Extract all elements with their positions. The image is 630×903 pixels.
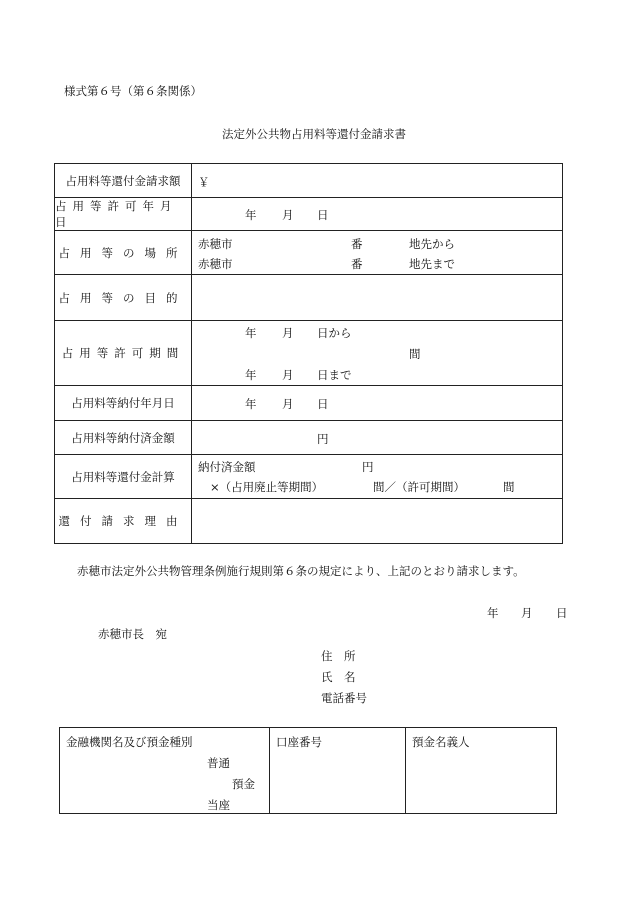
label-location: 占用等の場所 bbox=[55, 231, 192, 274]
addressee: 赤穂市長 宛 bbox=[98, 627, 167, 641]
year-text: 年 bbox=[245, 208, 257, 222]
value-location[interactable] bbox=[192, 231, 562, 274]
value-period[interactable] bbox=[192, 321, 562, 385]
label-calc: 占用料等還付金計算 bbox=[55, 455, 192, 498]
label-amount: 占用料等還付金請求額 bbox=[55, 164, 192, 197]
bank-holder-cell[interactable] bbox=[406, 728, 556, 813]
period-year-from: 年 bbox=[245, 326, 257, 340]
bank-current: 当座 bbox=[207, 798, 230, 812]
row-paid-date bbox=[55, 385, 562, 420]
period-from: 日から bbox=[317, 326, 352, 340]
bank-institution-label: 金融機関名及び預金種別 bbox=[66, 735, 193, 749]
month-text: 月 bbox=[282, 208, 294, 222]
date-month: 月 bbox=[521, 606, 533, 620]
bank-institution-cell[interactable] bbox=[60, 728, 270, 813]
period-ken: 間 bbox=[409, 347, 421, 361]
calc-line2-b: 間／（許可期間） bbox=[373, 480, 465, 494]
paid-month: 月 bbox=[282, 397, 294, 411]
period-year-to: 年 bbox=[245, 368, 257, 382]
label-paid-date: 占用料等納付年月日 bbox=[55, 386, 192, 420]
paid-yen: 円 bbox=[317, 432, 329, 446]
bank-account-cell[interactable] bbox=[270, 728, 406, 813]
value-calc[interactable] bbox=[192, 455, 562, 498]
value-permit-date[interactable] bbox=[192, 198, 562, 230]
location-suffix-1: 地先から bbox=[409, 237, 455, 251]
location-ban-2: 番 bbox=[351, 257, 363, 271]
row-amount bbox=[55, 164, 562, 197]
label-permit-date: 占用等許可年月日 bbox=[55, 198, 192, 230]
statement: 赤穂市法定外公共物管理条例施行規則第６条の規定により、上記のとおり請求します。 bbox=[77, 564, 525, 578]
location-city-2: 赤穂市 bbox=[198, 257, 233, 271]
row-purpose bbox=[55, 274, 562, 320]
label-reason: 還付請求理由 bbox=[55, 499, 192, 543]
applicant-phone-label: 電話番号 bbox=[321, 691, 367, 705]
bank-table bbox=[59, 727, 557, 814]
bank-ordinary: 普通 bbox=[207, 756, 230, 770]
value-paid-amount[interactable] bbox=[192, 421, 562, 454]
date-year: 年 bbox=[487, 606, 499, 620]
row-period bbox=[55, 320, 562, 385]
row-location bbox=[55, 230, 562, 274]
paid-day: 日 bbox=[317, 397, 329, 411]
period-month-to: 月 bbox=[282, 368, 294, 382]
form-number: 様式第６号（第６条関係） bbox=[64, 84, 202, 98]
location-suffix-2: 地先まで bbox=[409, 257, 455, 271]
applicant-name-label: 氏 名 bbox=[321, 670, 356, 684]
row-permit-date bbox=[55, 197, 562, 230]
calc-line2-a: ×（占用廃止等期間） bbox=[210, 480, 324, 494]
label-purpose: 占用等の目的 bbox=[55, 275, 192, 320]
row-paid-amount bbox=[55, 420, 562, 454]
form-title: 法定外公共物占用料等還付金請求書 bbox=[222, 127, 406, 141]
row-reason bbox=[55, 498, 562, 543]
paid-year: 年 bbox=[245, 397, 257, 411]
date-day: 日 bbox=[556, 606, 568, 620]
applicant-address-label: 住 所 bbox=[321, 649, 356, 663]
value-paid-date[interactable] bbox=[192, 386, 562, 420]
label-period: 占用等許可期間 bbox=[55, 321, 192, 385]
location-ban-1: 番 bbox=[351, 237, 363, 251]
bank-account-label: 口座番号 bbox=[276, 735, 322, 749]
period-to: 日まで bbox=[317, 368, 352, 382]
period-month-from: 月 bbox=[282, 326, 294, 340]
bank-deposit: 預金 bbox=[232, 777, 255, 791]
yen-sign: ￥ bbox=[198, 175, 210, 189]
row-calc bbox=[55, 454, 562, 498]
calc-paid-label: 納付済金額 bbox=[198, 460, 256, 474]
label-paid-amount: 占用料等納付済金額 bbox=[55, 421, 192, 454]
claim-table bbox=[54, 163, 563, 544]
day-text: 日 bbox=[317, 208, 329, 222]
value-amount[interactable] bbox=[192, 164, 562, 197]
calc-paid-yen: 円 bbox=[362, 460, 374, 474]
bank-holder-label: 預金名義人 bbox=[412, 735, 470, 749]
value-purpose[interactable] bbox=[192, 275, 562, 320]
value-reason[interactable] bbox=[192, 499, 562, 543]
calc-line2-c: 間 bbox=[503, 480, 515, 494]
location-city-1: 赤穂市 bbox=[198, 237, 233, 251]
